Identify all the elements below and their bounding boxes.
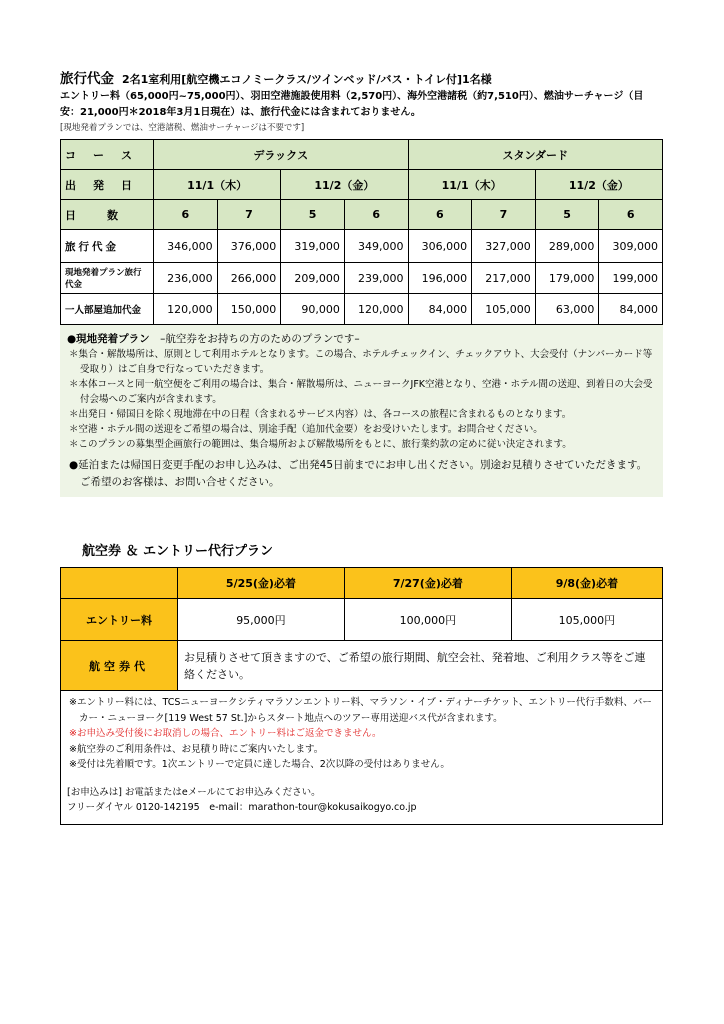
- notes-heading: [67, 331, 656, 347]
- air-note: ※受付は先着順です。1次エントリーで定員に達した場合、2次以降の受付はありません。: [69, 759, 450, 770]
- subtitle-text: 2名1室利用[航空機エコノミークラス/ツインベッド/バス・トイレ付]1名様: [122, 73, 492, 86]
- price-cell: 120,000: [344, 294, 408, 325]
- row-label-price: 旅行代金: [61, 230, 154, 263]
- days-cell: 7: [472, 200, 536, 230]
- price-cell: 199,000: [599, 263, 663, 294]
- days-cell: 6: [154, 200, 218, 230]
- price-cell: 236,000: [154, 263, 218, 294]
- local-plan-notes: [60, 325, 663, 497]
- title-text: 旅行代金: [60, 71, 114, 87]
- course-label: コ ー ス: [61, 140, 154, 170]
- price-cell: 319,000: [281, 230, 345, 263]
- note-line: ＊集合・解散場所は、原則として利用ホテルとなります。この場合、ホテルチェックイン、チェックアウト、大会受付（ナンバーカード等受取り）はご自身で行なっていただきます。: [69, 349, 653, 375]
- depart-date: 11/1（木）: [408, 170, 535, 200]
- depart-date: 11/2（金）: [535, 170, 662, 200]
- ticket-label: 航空券代: [61, 641, 178, 691]
- price-cell: 196,000: [408, 263, 472, 294]
- price-cell: 346,000: [154, 230, 218, 263]
- notes-heading-bold: ●現地発着プラン: [67, 333, 150, 345]
- entry-fee-value: 105,000円: [511, 599, 662, 641]
- depart-date: 11/1（木）: [154, 170, 281, 200]
- price-cell: 120,000: [154, 294, 218, 325]
- air-table: [60, 567, 663, 691]
- days-cell: 6: [344, 200, 408, 230]
- deadline-date: 9/8(金)必着: [511, 568, 662, 599]
- air-section-title: 航空券 ＆ エントリー代行プラン: [82, 544, 274, 559]
- price-cell: 209,000: [281, 263, 345, 294]
- price-cell: 217,000: [472, 263, 536, 294]
- cancellation-warning: ※お申込み受付後にお取消しの場合、エントリー料はご返金できません。: [69, 728, 382, 739]
- section-title: [60, 70, 663, 89]
- note-line: ＊このプランの募集型企画旅行の範囲は、集合場所および解散場所をもとに、旅行業約款の定めに従い決定されます。: [69, 439, 572, 450]
- price-cell: 309,000: [599, 230, 663, 263]
- price-cell: 327,000: [472, 230, 536, 263]
- deadline-date: 7/27(金)必着: [344, 568, 511, 599]
- ticket-text: お見積りさせて頂きますので、ご希望の旅行期間、航空会社、発着地、ご利用クラス等をご連絡ください。: [178, 641, 663, 691]
- note-line: ＊出発日・帰国日を除く現地滞在中の日程（含まれるサービス内容）は、各コースの旅程に含まれるものとなります。: [69, 409, 572, 420]
- price-cell: 349,000: [344, 230, 408, 263]
- days-cell: 5: [535, 200, 599, 230]
- days-cell: 7: [217, 200, 281, 230]
- course-standard: スタンダード: [408, 140, 663, 170]
- entry-fee-label: エントリー料: [61, 599, 178, 641]
- days-label: 日 数: [61, 200, 154, 230]
- depart-date: 11/2（金）: [281, 170, 408, 200]
- deadline-date: 5/25(金)必着: [178, 568, 345, 599]
- contact-info: フリーダイヤル 0120-142195 e-mail：marathon-tour@kokusaikogyo.co.jp: [67, 802, 417, 813]
- exclusion-note: [現地発着プランでは、空港諸税、燃油サーチャージは不要です]: [60, 123, 305, 133]
- days-cell: 5: [281, 200, 345, 230]
- price-cell: 289,000: [535, 230, 599, 263]
- note-line: ＊本体コースと同一航空便をご利用の場合は、集合・解散場所は、ニューヨークJFK空港となり、空港・ホテル間の送迎、到着日の大会受付会場へのご案内が含まれます。: [69, 379, 653, 405]
- air-note: ※航空券のご利用条件は、お見積り時にご案内いたします。: [69, 743, 324, 755]
- course-deluxe: デラックス: [154, 140, 409, 170]
- price-cell: 179,000: [535, 263, 599, 294]
- price-cell: 376,000: [217, 230, 281, 263]
- depart-label: 出 発 日: [61, 170, 154, 200]
- price-cell: 84,000: [599, 294, 663, 325]
- air-notes-box: [60, 691, 663, 825]
- row-label-local: 現地発着プラン旅行代金: [61, 263, 154, 294]
- price-cell: 84,000: [408, 294, 472, 325]
- entry-fee-value: 95,000円: [178, 599, 345, 641]
- price-cell: 150,000: [217, 294, 281, 325]
- row-label-single: 一人部屋追加代金: [61, 294, 154, 325]
- air-note: ※エントリー料には、TCSニューヨークシティマラソンエントリー料、マラソン・イブ・ディナーチケット、エントリー代行手数料、バーカー・ニューヨーク[119 West 57 St.]からスタート地点へのツアー専用送迎バス代が含まれます。: [69, 697, 652, 724]
- extension-note: ●延泊または帰国日変更手配のお申し込みは、ご出発45日前までにお申し出ください。別途お見積りさせていただきます。ご希望のお客様は、お問い合せください。: [69, 459, 648, 488]
- price-table: [60, 139, 663, 325]
- price-cell: 90,000: [281, 294, 345, 325]
- air-corner-cell: [61, 568, 178, 599]
- entry-fee-value: 100,000円: [344, 599, 511, 641]
- exclusion-line-2: 安：21,000円＊2018年3月1日現在）は、旅行代金には含まれておりません。: [60, 107, 421, 118]
- price-cell: 266,000: [217, 263, 281, 294]
- air-entry-section: [60, 543, 663, 825]
- price-cell: 63,000: [535, 294, 599, 325]
- days-cell: 6: [599, 200, 663, 230]
- price-cell: 105,000: [472, 294, 536, 325]
- days-cell: 6: [408, 200, 472, 230]
- note-line: ＊空港・ホテル間の送迎をご希望の場合は、別途手配（追加代金要）をお受けいたします。お問合せください。: [69, 424, 543, 435]
- exclusion-line-1: エントリー料（65,000円~75,000円）、羽田空港施設使用料（2,570円）、海外空港諸税（約7,510円）、燃油サーチャージ（目: [60, 91, 644, 102]
- travel-price-section: [60, 70, 663, 497]
- apply-instruction: [お申込みは] お電話またはeメールにてお申込みください。: [67, 786, 321, 798]
- price-cell: 239,000: [344, 263, 408, 294]
- price-cell: 306,000: [408, 230, 472, 263]
- notes-heading-rest: –航空券をお持ちの方のためのプランです–: [149, 333, 360, 345]
